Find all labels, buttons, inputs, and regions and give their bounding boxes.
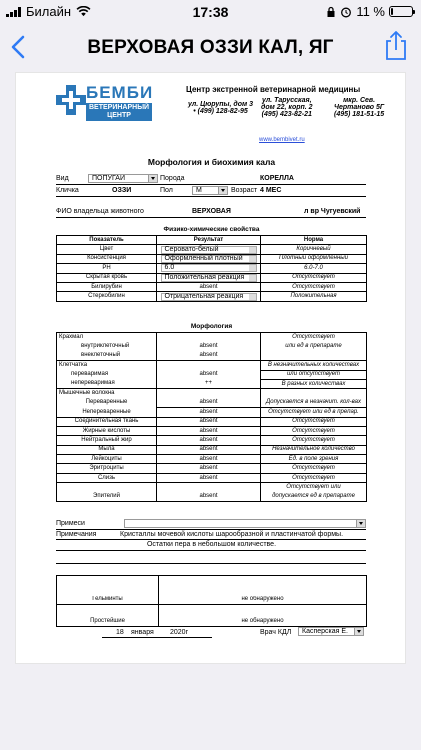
website-link[interactable]: www.bembivet.ru: [259, 137, 305, 143]
table-row: [57, 576, 367, 596]
battery-percent: 11 %: [356, 4, 385, 19]
date-day: 18: [116, 629, 124, 636]
table-row: Эпителий absent допускается ед в препарате: [57, 492, 367, 501]
table-row: Крахмал Отсутствует: [57, 333, 367, 342]
sex-select[interactable]: М: [192, 186, 228, 195]
breed-value: КОРЕЛЛА: [260, 175, 294, 182]
nav-bar: [0, 24, 421, 70]
address-2: ул. Тарусская, дом 22, корп. 2 (495) 423-82-21: [261, 97, 313, 118]
table-row: Мышечные волокна: [57, 389, 367, 398]
date-year: 2020г: [170, 629, 189, 636]
table-row: непереваримая ++ В разных количествах: [57, 379, 367, 388]
address-1: ул. Цюрупы, дом 3 • (499) 128-82-95: [188, 101, 254, 115]
status-bar: [0, 0, 421, 22]
status-right: [326, 4, 413, 19]
morphology-table: [56, 332, 367, 502]
result-select[interactable]: Серовато-белый: [161, 246, 257, 254]
table-row: Нейтральный жир absent Отсутствует: [57, 436, 367, 445]
morphology-title: Морфология: [190, 323, 233, 330]
table-row: Стеркобилин Отрицательная реакция Положительная: [57, 292, 367, 301]
brand-name: БЕМБИ: [86, 83, 154, 102]
table-row: Консистенция Оформленный плотный Плотный оформленный: [57, 254, 367, 263]
notes-label: Примечания: [56, 531, 97, 538]
parasites-table: [56, 575, 367, 627]
battery-icon: [389, 6, 413, 17]
nickname-label: Кличка: [56, 187, 79, 194]
table-row: Цвет Серовато-белый Коричневый: [57, 245, 367, 254]
table-row: Соединительная ткань absent Отсутствует: [57, 417, 367, 426]
doctor-label: Врач КДЛ: [260, 629, 292, 636]
result-select[interactable]: Положительная реакция: [161, 274, 257, 282]
owner-label: ФИО владельца животного: [56, 208, 144, 215]
table-row: Скрытая кровь Положительная реакция Отсутствует: [57, 273, 367, 282]
table-row: внеклеточный absent: [57, 351, 367, 360]
table-row: Слизь absent Отсутствует: [57, 473, 367, 482]
date-month: января: [131, 629, 154, 636]
table-row: PH 6.0 6.0-7.0: [57, 264, 367, 273]
table-row: внутриклеточный absent или ед в препарате: [57, 342, 367, 351]
impurities-select[interactable]: [124, 519, 366, 528]
result-select[interactable]: Оформленный плотный: [161, 255, 257, 263]
sex-label: Пол: [160, 187, 173, 194]
table-row: Лейкоциты absent Ед. в поле зрения: [57, 455, 367, 464]
share-icon[interactable]: [383, 30, 409, 62]
physchem-table: [56, 235, 367, 302]
doctor-select[interactable]: Касперская Е.: [298, 627, 364, 636]
table-row: Простейшие не обнаружено: [57, 617, 367, 626]
species-label: Вид: [56, 175, 69, 182]
center-name: Центр экстренной ветеринарной медицины: [186, 85, 361, 94]
table-row: Отсутствует или: [57, 483, 367, 492]
document-page: [15, 72, 406, 664]
table-row: переваримая absent или отсутствует: [57, 370, 367, 379]
table-row: Переваренные absent Допускается в незначит. кол-вах: [57, 398, 367, 407]
species-select[interactable]: ПОПУГАЙ: [88, 174, 158, 183]
physchem-title: Физико-химические свойства: [163, 226, 260, 233]
carrier-name: Билайн: [26, 4, 72, 19]
impurities-label: Примеси: [56, 520, 85, 527]
document-title: Морфология и биохимия кала: [147, 157, 276, 167]
owner-value: ВЕРХОВАЯ: [192, 208, 231, 215]
table-row: [57, 605, 367, 617]
notes-line-2: Остатки пера в небольшом количестве.: [146, 541, 277, 548]
lock-rotation-icon: [326, 6, 336, 18]
clinic-logo-icon: [56, 85, 86, 115]
brand-subtitle: ВЕТЕРИНАРНЫЙ ЦЕНТР: [86, 103, 152, 121]
result-select[interactable]: 6.0: [161, 264, 257, 272]
age-value: 4 МЕС: [260, 187, 282, 194]
table-row: Жирные кислоты absent Отсутствует: [57, 426, 367, 435]
table-row: Гельминты не обнаружено: [57, 596, 367, 605]
nickname-value: ОЗЗИ: [112, 187, 132, 194]
page-title: ВЕРХОВАЯ ОЗЗИ КАЛ, ЯГ: [87, 37, 334, 58]
alarm-icon: [340, 6, 352, 18]
doctor-value: л вр Чугуевский: [304, 208, 361, 215]
table-row: Мыла absent Незначительное количество: [57, 445, 367, 454]
table-header: Показатель Результат Норма: [57, 236, 367, 245]
status-time: 17:38: [192, 4, 229, 20]
address-3: мкр. Сев. Чертаново 5Г (495) 181-51-15: [334, 97, 385, 118]
table-row: Непереваренные absent Отсутствует или ед в препар.: [57, 408, 367, 417]
notes-line-1: Кристаллы мочевой кислоты шарообразной и пластинчатой формы.: [120, 531, 344, 538]
table-row: Клетчатка В незначительных количествах: [57, 361, 367, 370]
age-label: Возраст: [231, 187, 258, 194]
breed-label: Порода: [160, 175, 185, 182]
result-select[interactable]: Отрицательная реакция: [161, 293, 257, 301]
table-row: Билирубин absent Отсутствует: [57, 282, 367, 291]
table-row: Эритроциты absent Отсутствует: [57, 464, 367, 473]
